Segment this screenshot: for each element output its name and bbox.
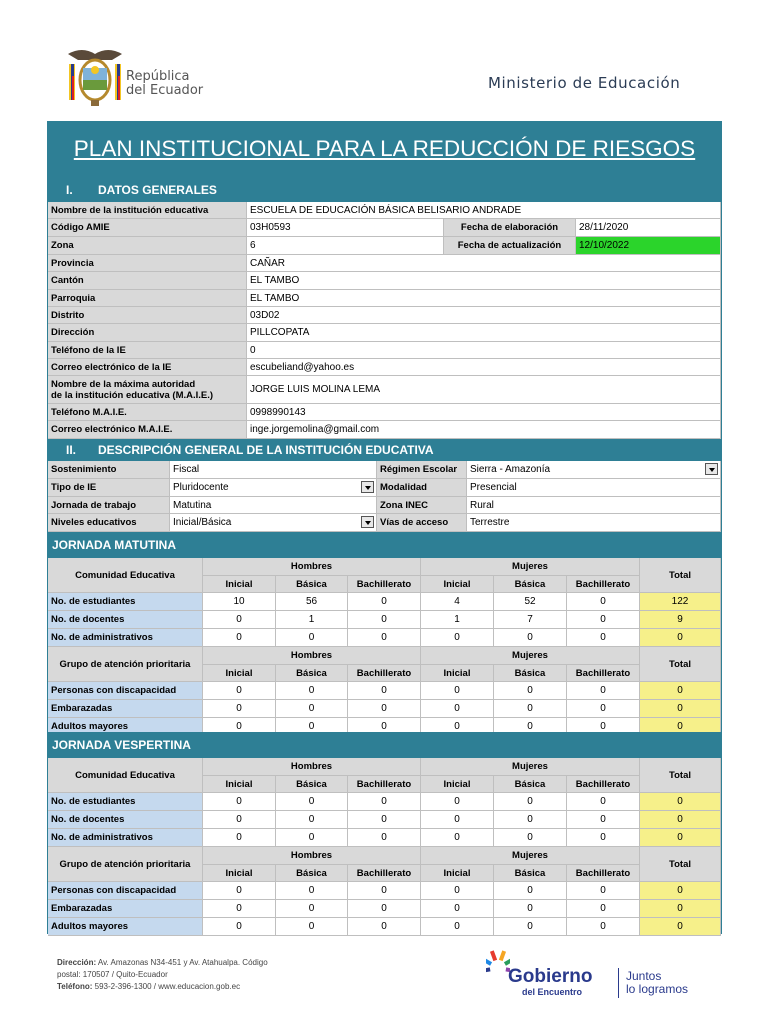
table-value-cell[interactable]: 0: [276, 718, 348, 736]
table-value-cell[interactable]: 0: [567, 593, 640, 611]
table-header-basica: Básica: [494, 776, 567, 793]
table-value-cell[interactable]: 0: [421, 718, 494, 736]
fecha-actualizacion-field[interactable]: 12/10/2022: [576, 237, 721, 255]
table-value-cell[interactable]: 1: [421, 611, 494, 629]
table-value-cell[interactable]: 0: [348, 829, 421, 847]
table-value-cell[interactable]: 0: [494, 882, 567, 900]
table-value-cell[interactable]: 0: [494, 900, 567, 918]
table-value-cell[interactable]: 0: [421, 900, 494, 918]
table-header-inicial: Inicial: [203, 776, 276, 793]
table-header-comunidad: Comunidad Educativa: [48, 758, 203, 793]
table-value-cell[interactable]: 0: [567, 829, 640, 847]
table-value-cell[interactable]: 0: [421, 682, 494, 700]
table-value-cell[interactable]: 0: [203, 629, 276, 647]
row-canton: Cantón EL TAMBO: [48, 272, 721, 290]
table-value-cell[interactable]: 0: [348, 718, 421, 736]
section-jornada-matutina: JORNADA MATUTINA: [48, 532, 721, 558]
table-value-cell[interactable]: 0: [276, 882, 348, 900]
table-header-mujeres: Mujeres: [421, 647, 640, 665]
table-header-basica: Básica: [276, 576, 348, 593]
table-value-cell[interactable]: 0: [276, 811, 348, 829]
table-header-bachillerato: Bachillerato: [348, 576, 421, 593]
table-row-label: Adultos mayores: [48, 718, 203, 736]
table-header-basica: Básica: [494, 865, 567, 882]
correo-maie-field[interactable]: inge.jorgemolina@gmail.com: [247, 421, 721, 439]
table-value-cell[interactable]: 1: [276, 611, 348, 629]
table-value-cell[interactable]: 0: [567, 793, 640, 811]
republica-del-ecuador-text: República del Ecuador: [126, 69, 204, 98]
table-value-cell[interactable]: 0: [421, 700, 494, 718]
page-header: [0, 0, 768, 120]
table-header-bachillerato: Bachillerato: [348, 776, 421, 793]
table-value-cell[interactable]: 0: [276, 918, 348, 936]
table-header-basica: Básica: [276, 776, 348, 793]
table-value-cell[interactable]: 0: [203, 682, 276, 700]
table-header-bachillerato: Bachillerato: [348, 865, 421, 882]
section-datos-generales: I. DATOS GENERALES: [48, 178, 721, 202]
table-value-cell[interactable]: 0: [494, 629, 567, 647]
dropdown-arrow-icon[interactable]: [361, 481, 374, 493]
table-header-bachillerato: Bachillerato: [567, 665, 640, 682]
table-value-cell[interactable]: 0: [421, 793, 494, 811]
canton-field[interactable]: EL TAMBO: [247, 272, 721, 290]
row-parroquia: Parroquia EL TAMBO: [48, 290, 721, 307]
row-jornada: Jornada de trabajo Matutina Zona INEC Rural: [48, 497, 721, 514]
table-value-cell[interactable]: 0: [348, 611, 421, 629]
table-header-hombres: Hombres: [203, 847, 421, 865]
table-row-label: No. de docentes: [48, 811, 203, 829]
table-row-label: Embarazadas: [48, 900, 203, 918]
amie-field[interactable]: 03H0593: [247, 219, 444, 237]
table-value-cell[interactable]: 0: [567, 900, 640, 918]
modalidad-field[interactable]: Presencial: [467, 479, 721, 497]
table-header-total: Total: [640, 647, 721, 682]
table-row-label: Personas con discapacidad: [48, 882, 203, 900]
section-jornada-vespertina: JORNADA VESPERTINA: [48, 732, 721, 758]
table-value-cell[interactable]: 52: [494, 593, 567, 611]
row-niveles: Niveles educativos Inicial/Básica Vías de acceso Terrestre: [48, 514, 721, 532]
row-nombre: Nombre de la institución educativa ESCUELA DE EDUCACIÓN BÁSICA BELISARIO ANDRADE: [48, 202, 721, 219]
table-value-cell[interactable]: 0: [348, 593, 421, 611]
direccion-field[interactable]: PILLCOPATA: [247, 324, 721, 342]
table-header-mujeres: Mujeres: [421, 558, 640, 576]
jornada-field[interactable]: Matutina: [170, 497, 377, 514]
table-header-total: Total: [640, 758, 721, 793]
table-value-cell[interactable]: 0: [567, 718, 640, 736]
zona-inec-field[interactable]: Rural: [467, 497, 721, 514]
table-header-inicial: Inicial: [203, 576, 276, 593]
table-value-cell[interactable]: 4: [421, 593, 494, 611]
table-value-cell[interactable]: 0: [276, 793, 348, 811]
table-value-cell[interactable]: 0: [276, 629, 348, 647]
table-header-total: Total: [640, 847, 721, 882]
table-value-cell[interactable]: 0: [494, 700, 567, 718]
table-value-cell[interactable]: 0: [203, 700, 276, 718]
table-value-cell[interactable]: 0: [567, 611, 640, 629]
footer-address: Dirección: Av. Amazonas N34-451 y Av. Atahualpa. Código postal: 170507 / Quito-Ecuador Teléfono: 593-2-396-1300 / www.educacion.gob.ec: [57, 958, 268, 991]
row-telefono-ie: Teléfono de la IE 0: [48, 342, 721, 359]
table-value-cell[interactable]: 0: [348, 900, 421, 918]
table-value-cell[interactable]: 0: [494, 718, 567, 736]
table-value-cell[interactable]: 0: [276, 700, 348, 718]
table-header-hombres: Hombres: [203, 558, 421, 576]
table-value-cell[interactable]: 10: [203, 593, 276, 611]
provincia-field[interactable]: CAÑAR: [247, 255, 721, 272]
table-header-inicial: Inicial: [203, 665, 276, 682]
section-descripcion: II. DESCRIPCIÓN GENERAL DE LA INSTITUCIÓN EDUCATIVA: [48, 439, 721, 461]
table-header-grupo: Grupo de atención prioritaria: [48, 647, 203, 682]
table-value-cell[interactable]: 0: [203, 829, 276, 847]
table-header-basica: Básica: [494, 665, 567, 682]
table-value-cell[interactable]: 0: [348, 629, 421, 647]
risk-plan-form: [47, 121, 722, 934]
row-distrito: Distrito 03D02: [48, 307, 721, 324]
table-value-cell[interactable]: 0: [421, 918, 494, 936]
row-provincia: Provincia CAÑAR: [48, 255, 721, 272]
table-header-hombres: Hombres: [203, 758, 421, 776]
parroquia-field[interactable]: EL TAMBO: [247, 290, 721, 307]
table-value-cell[interactable]: 0: [276, 829, 348, 847]
table-value-cell[interactable]: 0: [494, 811, 567, 829]
fecha-elaboracion-field[interactable]: 28/11/2020: [576, 219, 721, 237]
table-row-label: Embarazadas: [48, 700, 203, 718]
table-row-label: Adultos mayores: [48, 918, 203, 936]
table-header-bachillerato: Bachillerato: [567, 865, 640, 882]
table-value-cell[interactable]: 0: [421, 811, 494, 829]
table-value-cell[interactable]: 0: [421, 829, 494, 847]
table-value-cell[interactable]: 0: [348, 811, 421, 829]
row-tipo-ie: Tipo de IE Pluridocente Modalidad Presencial: [48, 479, 721, 497]
distrito-field[interactable]: 03D02: [247, 307, 721, 324]
table-total-cell: 0: [640, 700, 721, 718]
page-title: PLAN INSTITUCIONAL PARA LA REDUCCIÓN DE RIESGOS: [73, 136, 696, 161]
dropdown-arrow-icon[interactable]: [361, 516, 374, 528]
gobierno-del-encuentro-logo: Gobierno del Encuentro Juntos lo logramos: [486, 942, 726, 1004]
table-header-bachillerato: Bachillerato: [567, 776, 640, 793]
table-header-total: Total: [640, 558, 721, 593]
table-total-cell: 0: [640, 918, 721, 936]
telefono-maie-field[interactable]: 0998990143: [247, 404, 721, 421]
vias-acceso-field[interactable]: Terrestre: [467, 514, 721, 532]
table-header-basica: Básica: [276, 865, 348, 882]
maie-field[interactable]: JORGE LUIS MOLINA LEMA: [247, 376, 721, 404]
table-row-label: No. de estudiantes: [48, 793, 203, 811]
zona-field[interactable]: 6: [247, 237, 444, 255]
table-total-cell: 0: [640, 811, 721, 829]
table-value-cell[interactable]: 0: [567, 629, 640, 647]
row-zona: Zona 6 Fecha de actualización 12/10/2022: [48, 237, 721, 255]
table-header-inicial: Inicial: [421, 865, 494, 882]
sostenimiento-field[interactable]: Fiscal: [170, 461, 377, 479]
table-header-mujeres: Mujeres: [421, 758, 640, 776]
table-header-basica: Básica: [494, 576, 567, 593]
table-value-cell[interactable]: 0: [276, 900, 348, 918]
table-value-cell[interactable]: 0: [203, 882, 276, 900]
table-row-label: No. de administrativos: [48, 829, 203, 847]
table-value-cell[interactable]: 0: [348, 682, 421, 700]
table-value-cell[interactable]: 0: [203, 611, 276, 629]
table-value-cell[interactable]: 0: [494, 682, 567, 700]
table-total-cell: 0: [640, 900, 721, 918]
ecuador-coat-of-arms-icon: [64, 46, 126, 110]
table-header-inicial: Inicial: [421, 576, 494, 593]
table-value-cell[interactable]: 0: [567, 700, 640, 718]
gobierno-star-icon: [486, 950, 510, 986]
table-header-mujeres: Mujeres: [421, 847, 640, 865]
table-value-cell[interactable]: 0: [494, 793, 567, 811]
table-total-cell: 0: [640, 829, 721, 847]
table-total-cell: 0: [640, 793, 721, 811]
telefono-ie-field[interactable]: 0: [247, 342, 721, 359]
title-band: [48, 122, 721, 178]
table-row-label: No. de estudiantes: [48, 593, 203, 611]
table-value-cell[interactable]: 0: [567, 882, 640, 900]
table-value-cell[interactable]: 0: [567, 682, 640, 700]
table-value-cell[interactable]: 0: [203, 718, 276, 736]
table-header-bachillerato: Bachillerato: [348, 665, 421, 682]
dropdown-arrow-icon[interactable]: [705, 463, 718, 475]
table-row-label: No. de administrativos: [48, 629, 203, 647]
table-value-cell[interactable]: 56: [276, 593, 348, 611]
table-total-cell: 122: [640, 593, 721, 611]
table-value-cell[interactable]: 0: [203, 918, 276, 936]
table-value-cell[interactable]: 0: [494, 829, 567, 847]
table-row-label: No. de docentes: [48, 611, 203, 629]
row-correo-maie: Correo electrónico M.A.I.E. inge.jorgemolina@gmail.com: [48, 421, 721, 439]
table-value-cell[interactable]: 0: [421, 882, 494, 900]
table-header-grupo: Grupo de atención prioritaria: [48, 847, 203, 882]
table-value-cell[interactable]: 7: [494, 611, 567, 629]
row-amie: Código AMIE 03H0593 Fecha de elaboración 28/11/2020: [48, 219, 721, 237]
table-value-cell[interactable]: 0: [203, 811, 276, 829]
table-total-cell: 0: [640, 629, 721, 647]
table-value-cell[interactable]: 0: [494, 918, 567, 936]
row-maie: Nombre de la máxima autoridad de la institución educativa (M.A.I.E.) JORGE LUIS MOLINA LEMA: [48, 376, 721, 404]
table-value-cell[interactable]: 0: [348, 918, 421, 936]
table-header-comunidad: Comunidad Educativa: [48, 558, 203, 593]
table-value-cell[interactable]: 0: [348, 882, 421, 900]
regimen-select[interactable]: Sierra - Amazonía: [467, 461, 721, 479]
row-correo-ie: Correo electrónico de la IE escubeliand@yahoo.es: [48, 359, 721, 376]
nombre-field[interactable]: ESCUELA DE EDUCACIÓN BÁSICA BELISARIO ANDRADE: [247, 202, 721, 219]
ministry-name: Ministerio de Educación: [488, 74, 681, 92]
row-direccion: Dirección PILLCOPATA: [48, 324, 721, 342]
table-total-cell: 0: [640, 682, 721, 700]
row-sostenimiento: Sostenimiento Fiscal Régimen Escolar Sierra - Amazonía: [48, 461, 721, 479]
table-value-cell[interactable]: 0: [203, 900, 276, 918]
table-header-inicial: Inicial: [421, 776, 494, 793]
niveles-select[interactable]: Inicial/Básica: [170, 514, 377, 532]
table-header-basica: Básica: [276, 665, 348, 682]
table-value-cell[interactable]: 0: [567, 918, 640, 936]
tipo-ie-select[interactable]: Pluridocente: [170, 479, 377, 497]
table-total-cell: 9: [640, 611, 721, 629]
table-total-cell: 0: [640, 718, 721, 736]
table-value-cell[interactable]: 0: [421, 629, 494, 647]
row-telefono-maie: Teléfono M.A.I.E. 0998990143: [48, 404, 721, 421]
table-header-inicial: Inicial: [421, 665, 494, 682]
table-value-cell[interactable]: 0: [203, 793, 276, 811]
table-value-cell[interactable]: 0: [567, 811, 640, 829]
table-row-label: Personas con discapacidad: [48, 682, 203, 700]
table-value-cell[interactable]: 0: [348, 793, 421, 811]
table-value-cell[interactable]: 0: [348, 700, 421, 718]
table-total-cell: 0: [640, 882, 721, 900]
correo-ie-field[interactable]: escubeliand@yahoo.es: [247, 359, 721, 376]
table-value-cell[interactable]: 0: [276, 682, 348, 700]
table-header-hombres: Hombres: [203, 647, 421, 665]
table-header-bachillerato: Bachillerato: [567, 576, 640, 593]
table-header-inicial: Inicial: [203, 865, 276, 882]
